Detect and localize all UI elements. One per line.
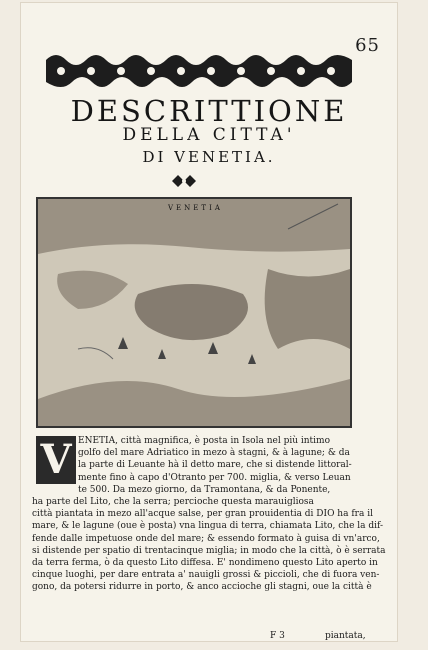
text-line: cinque luoghi, per dare entrata a' nauigli grossi & piccioli, che di fuora ven- — [32, 570, 380, 581]
page-number: 65 — [355, 35, 380, 56]
drop-cap: V — [36, 436, 76, 484]
title-line-3: DI VENETIA. — [142, 148, 276, 166]
book-page — [20, 2, 398, 642]
text-line: te 500. Da mezo giorno, da Tramontana, & da Ponente, — [78, 484, 331, 495]
text-line: ENETIA, città magnifica, è posta in Isola nel più intimo — [78, 436, 330, 446]
text-line: si distende per spatio di trentacinque miglia; in modo che la città, ò è serrata — [32, 545, 386, 556]
map-engraving — [38, 199, 350, 426]
text-line: città piantata in mezo all'acque salse, per gran prouidentia di DIO ha fra il — [32, 509, 373, 520]
text-line: la parte di Leuante hà il detto mare, che si distende littoral- — [78, 460, 352, 471]
map-title: VENETIA — [168, 204, 223, 212]
text-line: gono, da potersi ridurre in porto, & anco accioche gli stagni, oue la città è — [32, 582, 372, 593]
text-line: mente fino à capo d'Otranto per 700. miglia, & verso Leuan — [78, 472, 351, 483]
text-line: fende dalle impetuose onde del mare; & essendo formato à guisa di vn'arco, — [32, 533, 380, 544]
text-line: golfo del mare Adriatico in mezo à stagni, & à lagune; & da — [78, 448, 350, 459]
venice-map — [36, 197, 352, 428]
text-line: ha parte del Lito, che la serra; percioche questa marauigliosa — [32, 497, 314, 508]
signature-mark: F 3 — [270, 631, 285, 641]
text-line: da terra ferma, ò da questo Lito diffesa. E' nondimeno questo Lito aperto in — [32, 558, 378, 569]
ornamental-band — [46, 50, 352, 92]
text-line: mare, & le lagune (oue è posta) vna lingua di terra, chiamata Lito, che la dif- — [32, 521, 384, 532]
title-line-2: DELLA CITTA' — [122, 125, 296, 145]
body-text — [32, 435, 386, 594]
catchword: piantata, — [325, 631, 366, 641]
title-line-1: DESCRITTIONE — [70, 94, 348, 128]
fleuron-ornament — [170, 173, 198, 189]
